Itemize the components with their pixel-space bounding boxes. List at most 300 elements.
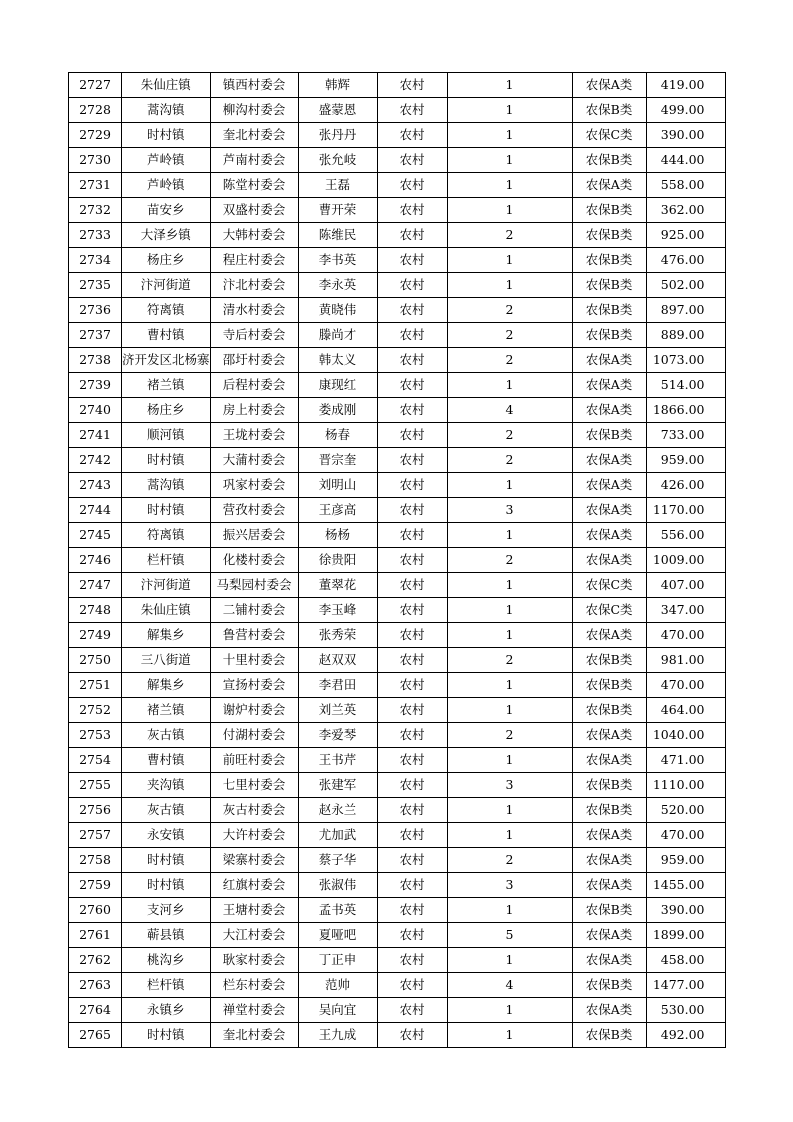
amount-cell: 1040.00 [646,723,725,748]
town-cell: 解集乡 [122,623,211,648]
area-cell: 农村 [377,373,447,398]
category-cell: 农保C类 [572,598,646,623]
village-cell: 付湖村委会 [210,723,298,748]
table-row [69,348,726,373]
table-row [69,123,726,148]
table-row [69,698,726,723]
amount-cell: 476.00 [646,248,725,273]
amount-cell: 897.00 [646,298,725,323]
area-cell: 农村 [377,548,447,573]
category-cell: 农保A类 [572,473,646,498]
area-cell: 农村 [377,223,447,248]
amount-cell: 470.00 [646,673,725,698]
amount-cell: 1110.00 [646,773,725,798]
amount-cell: 889.00 [646,323,725,348]
table-row [69,748,726,773]
area-cell: 农村 [377,898,447,923]
town-cell: 褚兰镇 [122,373,211,398]
seq-cell: 2748 [69,598,122,623]
name-cell: 李玉峰 [298,598,377,623]
name-cell: 陈维民 [298,223,377,248]
amount-cell: 407.00 [646,573,725,598]
records-table [68,72,726,1048]
category-cell: 农保A类 [572,398,646,423]
name-cell: 李永英 [298,273,377,298]
seq-cell: 2752 [69,698,122,723]
table-row [69,273,726,298]
village-cell: 二铺村委会 [210,598,298,623]
seq-cell: 2729 [69,123,122,148]
village-cell: 芦南村委会 [210,148,298,173]
name-cell: 徐贵阳 [298,548,377,573]
table-row [69,973,726,998]
count-cell: 2 [447,548,572,573]
area-cell: 农村 [377,973,447,998]
table-row [69,598,726,623]
table-row [69,373,726,398]
amount-cell: 362.00 [646,198,725,223]
seq-cell: 2731 [69,173,122,198]
seq-cell: 2751 [69,673,122,698]
name-cell: 盛蒙恩 [298,98,377,123]
category-cell: 农保A类 [572,998,646,1023]
seq-cell: 2730 [69,148,122,173]
amount-cell: 1455.00 [646,873,725,898]
category-cell: 农保A类 [572,173,646,198]
table-row [69,773,726,798]
area-cell: 农村 [377,248,447,273]
seq-cell: 2741 [69,423,122,448]
area-cell: 农村 [377,148,447,173]
area-cell: 农村 [377,573,447,598]
count-cell: 2 [447,723,572,748]
village-cell: 巩家村委会 [210,473,298,498]
seq-cell: 2732 [69,198,122,223]
category-cell: 农保A类 [572,873,646,898]
count-cell: 1 [447,148,572,173]
table-row [69,648,726,673]
name-cell: 夏哑吧 [298,923,377,948]
seq-cell: 2756 [69,798,122,823]
amount-cell: 1170.00 [646,498,725,523]
amount-cell: 959.00 [646,848,725,873]
village-cell: 前旺村委会 [210,748,298,773]
category-cell: 农保A类 [572,848,646,873]
count-cell: 1 [447,898,572,923]
town-cell: 支河乡 [122,898,211,923]
seq-cell: 2746 [69,548,122,573]
village-cell: 大许村委会 [210,823,298,848]
category-cell: 农保B类 [572,973,646,998]
count-cell: 1 [447,273,572,298]
seq-cell: 2763 [69,973,122,998]
amount-cell: 426.00 [646,473,725,498]
town-cell: 褚兰镇 [122,698,211,723]
table-row [69,848,726,873]
amount-cell: 419.00 [646,73,725,98]
category-cell: 农保A类 [572,523,646,548]
table-row [69,223,726,248]
town-cell: 符离镇 [122,523,211,548]
town-cell: 栏杆镇 [122,548,211,573]
name-cell: 韩太义 [298,348,377,373]
town-cell: 芦岭镇 [122,173,211,198]
seq-cell: 2735 [69,273,122,298]
category-cell: 农保A类 [572,448,646,473]
table-row [69,448,726,473]
count-cell: 1 [447,698,572,723]
village-cell: 后程村委会 [210,373,298,398]
town-cell: 汴河街道 [122,273,211,298]
amount-cell: 470.00 [646,623,725,648]
area-cell: 农村 [377,748,447,773]
area-cell: 农村 [377,523,447,548]
amount-cell: 390.00 [646,123,725,148]
town-cell: 桃沟乡 [122,948,211,973]
town-cell: 时村镇 [122,123,211,148]
category-cell: 农保A类 [572,73,646,98]
seq-cell: 2745 [69,523,122,548]
amount-cell: 520.00 [646,798,725,823]
name-cell: 李书英 [298,248,377,273]
seq-cell: 2749 [69,623,122,648]
town-cell: 时村镇 [122,448,211,473]
name-cell: 李君田 [298,673,377,698]
table-row [69,73,726,98]
seq-cell: 2740 [69,398,122,423]
village-cell: 双盛村委会 [210,198,298,223]
village-cell: 梁寨村委会 [210,848,298,873]
count-cell: 2 [447,848,572,873]
seq-cell: 2742 [69,448,122,473]
town-cell: 曹村镇 [122,323,211,348]
count-cell: 4 [447,973,572,998]
town-cell: 时村镇 [122,873,211,898]
count-cell: 2 [447,348,572,373]
category-cell: 农保A类 [572,373,646,398]
seq-cell: 2764 [69,998,122,1023]
amount-cell: 1477.00 [646,973,725,998]
amount-cell: 1899.00 [646,923,725,948]
name-cell: 赵双双 [298,648,377,673]
town-cell: 蒿沟镇 [122,473,211,498]
town-cell: 解集乡 [122,673,211,698]
table-row [69,823,726,848]
category-cell: 农保A类 [572,498,646,523]
area-cell: 农村 [377,448,447,473]
seq-cell: 2757 [69,823,122,848]
count-cell: 1 [447,198,572,223]
town-cell: 蕲县镇 [122,923,211,948]
category-cell: 农保B类 [572,298,646,323]
count-cell: 1 [447,248,572,273]
category-cell: 农保A类 [572,748,646,773]
town-cell: 曹村镇 [122,748,211,773]
amount-cell: 558.00 [646,173,725,198]
table-row [69,873,726,898]
village-cell: 奎北村委会 [210,1023,298,1048]
area-cell: 农村 [377,673,447,698]
seq-cell: 2753 [69,723,122,748]
count-cell: 2 [447,298,572,323]
name-cell: 韩辉 [298,73,377,98]
category-cell: 农保C类 [572,123,646,148]
area-cell: 农村 [377,473,447,498]
count-cell: 2 [447,223,572,248]
seq-cell: 2762 [69,948,122,973]
category-cell: 农保B类 [572,273,646,298]
table-row [69,723,726,748]
seq-cell: 2758 [69,848,122,873]
village-cell: 营孜村委会 [210,498,298,523]
amount-cell: 499.00 [646,98,725,123]
count-cell: 2 [447,323,572,348]
village-cell: 振兴居委会 [210,523,298,548]
category-cell: 农保B类 [572,1023,646,1048]
count-cell: 1 [447,623,572,648]
village-cell: 清水村委会 [210,298,298,323]
area-cell: 农村 [377,323,447,348]
name-cell: 孟书英 [298,898,377,923]
amount-cell: 959.00 [646,448,725,473]
category-cell: 农保A类 [572,923,646,948]
category-cell: 农保B类 [572,248,646,273]
table-row [69,923,726,948]
count-cell: 3 [447,498,572,523]
amount-cell: 502.00 [646,273,725,298]
name-cell: 王书芹 [298,748,377,773]
seq-cell: 2737 [69,323,122,348]
town-cell: 苗安乡 [122,198,211,223]
amount-cell: 1009.00 [646,548,725,573]
name-cell: 刘明山 [298,473,377,498]
count-cell: 1 [447,473,572,498]
name-cell: 张允岐 [298,148,377,173]
amount-cell: 347.00 [646,598,725,623]
village-cell: 栏东村委会 [210,973,298,998]
count-cell: 3 [447,873,572,898]
area-cell: 农村 [377,773,447,798]
seq-cell: 2736 [69,298,122,323]
town-cell: 栏杆镇 [122,973,211,998]
name-cell: 张丹丹 [298,123,377,148]
count-cell: 5 [447,923,572,948]
records-table-body [69,73,726,1048]
village-cell: 谢炉村委会 [210,698,298,723]
count-cell: 1 [447,373,572,398]
village-cell: 奎北村委会 [210,123,298,148]
seq-cell: 2727 [69,73,122,98]
name-cell: 蔡子华 [298,848,377,873]
count-cell: 1 [447,748,572,773]
village-cell: 王塘村委会 [210,898,298,923]
category-cell: 农保A类 [572,623,646,648]
area-cell: 农村 [377,823,447,848]
category-cell: 农保A类 [572,823,646,848]
area-cell: 农村 [377,623,447,648]
amount-cell: 1073.00 [646,348,725,373]
town-cell: 杨庄乡 [122,248,211,273]
amount-cell: 390.00 [646,898,725,923]
count-cell: 1 [447,123,572,148]
town-cell: 汴河街道 [122,573,211,598]
area-cell: 农村 [377,98,447,123]
town-cell: 三八街道 [122,648,211,673]
name-cell: 黄晓伟 [298,298,377,323]
area-cell: 农村 [377,998,447,1023]
town-cell: 杨庄乡 [122,398,211,423]
seq-cell: 2733 [69,223,122,248]
seq-cell: 2744 [69,498,122,523]
area-cell: 农村 [377,1023,447,1048]
village-cell: 七里村委会 [210,773,298,798]
count-cell: 2 [447,423,572,448]
count-cell: 1 [447,673,572,698]
village-cell: 灰古村委会 [210,798,298,823]
count-cell: 1 [447,598,572,623]
count-cell: 1 [447,998,572,1023]
name-cell: 丁正申 [298,948,377,973]
table-row [69,173,726,198]
category-cell: 农保A类 [572,723,646,748]
category-cell: 农保A类 [572,348,646,373]
town-cell: 永安镇 [122,823,211,848]
category-cell: 农保B类 [572,698,646,723]
amount-cell: 556.00 [646,523,725,548]
town-cell: 蒿沟镇 [122,98,211,123]
village-cell: 大蒲村委会 [210,448,298,473]
table-row [69,673,726,698]
category-cell: 农保C类 [572,573,646,598]
area-cell: 农村 [377,198,447,223]
table-row [69,398,726,423]
table-row [69,523,726,548]
area-cell: 农村 [377,698,447,723]
category-cell: 农保A类 [572,548,646,573]
village-cell: 宣扬村委会 [210,673,298,698]
village-cell: 红旗村委会 [210,873,298,898]
name-cell: 张建军 [298,773,377,798]
count-cell: 1 [447,98,572,123]
area-cell: 农村 [377,348,447,373]
town-cell: 夹沟镇 [122,773,211,798]
name-cell: 滕尚才 [298,323,377,348]
count-cell: 2 [447,648,572,673]
town-cell: 永镇乡 [122,998,211,1023]
table-row [69,548,726,573]
seq-cell: 2734 [69,248,122,273]
name-cell: 尤加武 [298,823,377,848]
seq-cell: 2747 [69,573,122,598]
table-row [69,473,726,498]
town-cell: 时村镇 [122,498,211,523]
count-cell: 1 [447,1023,572,1048]
village-cell: 房上村委会 [210,398,298,423]
area-cell: 农村 [377,173,447,198]
area-cell: 农村 [377,798,447,823]
village-cell: 汴北村委会 [210,273,298,298]
seq-cell: 2750 [69,648,122,673]
town-cell: 灰古镇 [122,798,211,823]
table-row [69,798,726,823]
name-cell: 晋宗奎 [298,448,377,473]
seq-cell: 2760 [69,898,122,923]
name-cell: 杨春 [298,423,377,448]
area-cell: 农村 [377,723,447,748]
amount-cell: 530.00 [646,998,725,1023]
area-cell: 农村 [377,298,447,323]
count-cell: 1 [447,948,572,973]
area-cell: 农村 [377,848,447,873]
village-cell: 陈堂村委会 [210,173,298,198]
table-row [69,298,726,323]
amount-cell: 444.00 [646,148,725,173]
area-cell: 农村 [377,498,447,523]
category-cell: 农保A类 [572,948,646,973]
area-cell: 农村 [377,73,447,98]
seq-cell: 2761 [69,923,122,948]
name-cell: 王九成 [298,1023,377,1048]
town-cell: 灰古镇 [122,723,211,748]
count-cell: 4 [447,398,572,423]
town-cell: 朱仙庄镇 [122,598,211,623]
table-row [69,423,726,448]
town-cell: 符离镇 [122,298,211,323]
area-cell: 农村 [377,948,447,973]
count-cell: 1 [447,573,572,598]
name-cell: 刘兰英 [298,698,377,723]
name-cell: 董翠花 [298,573,377,598]
table-row [69,948,726,973]
amount-cell: 925.00 [646,223,725,248]
category-cell: 农保B类 [572,798,646,823]
category-cell: 农保B类 [572,223,646,248]
table-row [69,623,726,648]
seq-cell: 2738 [69,348,122,373]
name-cell: 曹开荣 [298,198,377,223]
village-cell: 耿家村委会 [210,948,298,973]
area-cell: 农村 [377,398,447,423]
name-cell: 王彦高 [298,498,377,523]
amount-cell: 733.00 [646,423,725,448]
seq-cell: 2739 [69,373,122,398]
amount-cell: 514.00 [646,373,725,398]
name-cell: 李爱琴 [298,723,377,748]
name-cell: 娄成刚 [298,398,377,423]
town-cell: 济开发区北杨寨 [122,348,211,373]
village-cell: 邵圩村委会 [210,348,298,373]
count-cell: 3 [447,773,572,798]
table-row [69,498,726,523]
table-row [69,98,726,123]
count-cell: 1 [447,823,572,848]
name-cell: 赵永兰 [298,798,377,823]
seq-cell: 2728 [69,98,122,123]
seq-cell: 2754 [69,748,122,773]
town-cell: 大泽乡镇 [122,223,211,248]
village-cell: 柳沟村委会 [210,98,298,123]
table-row [69,323,726,348]
name-cell: 范帅 [298,973,377,998]
name-cell: 杨杨 [298,523,377,548]
name-cell: 张秀荣 [298,623,377,648]
village-cell: 寺后村委会 [210,323,298,348]
seq-cell: 2759 [69,873,122,898]
count-cell: 1 [447,523,572,548]
village-cell: 大江村委会 [210,923,298,948]
area-cell: 农村 [377,598,447,623]
name-cell: 王磊 [298,173,377,198]
